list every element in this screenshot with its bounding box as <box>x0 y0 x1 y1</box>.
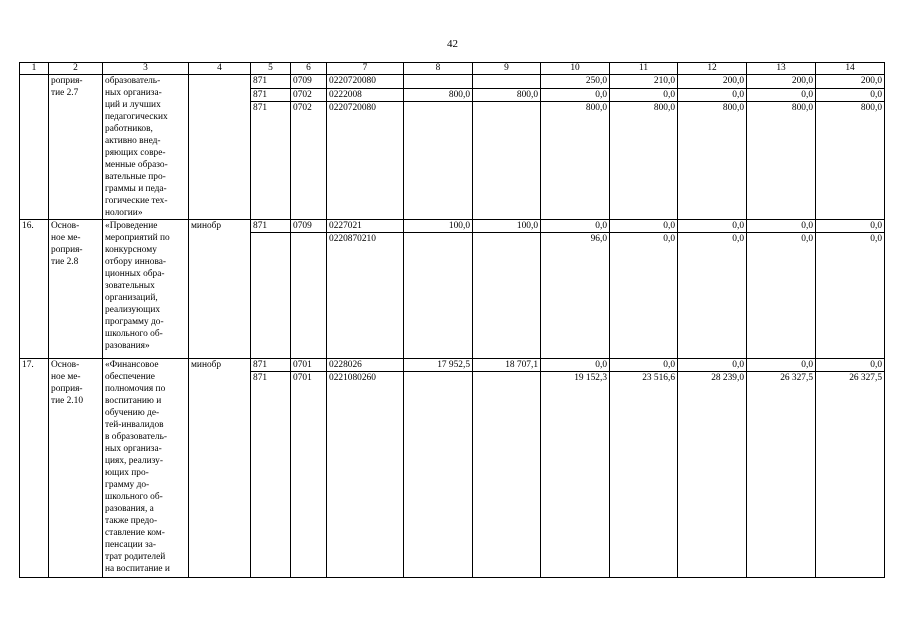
col-header: 1 <box>20 63 49 75</box>
amount-cell: 0,0 <box>816 233 885 359</box>
col-header: 11 <box>610 63 678 75</box>
amount-cell: 23 516,6 <box>610 372 678 578</box>
col-header: 13 <box>747 63 816 75</box>
target-code: 0220720080 <box>327 75 404 89</box>
amount-cell: 0,0 <box>747 88 816 102</box>
section-code <box>291 233 327 359</box>
budget-table <box>19 62 885 578</box>
col-header: 9 <box>473 63 541 75</box>
amount-cell: 19 152,3 <box>541 372 610 578</box>
header-row <box>20 63 885 75</box>
amount-cell: 800,0 <box>404 88 473 102</box>
amount-cell: 0,0 <box>678 233 747 359</box>
amount-cell: 100,0 <box>404 220 473 233</box>
executor: минобр <box>189 359 251 578</box>
target-code: 0222008 <box>327 88 404 102</box>
amount-cell: 250,0 <box>541 75 610 89</box>
grbs-code: 871 <box>251 88 291 102</box>
amount-cell: 0,0 <box>610 220 678 233</box>
col-header: 10 <box>541 63 610 75</box>
amount-cell: 18 707,1 <box>473 359 541 372</box>
amount-cell: 200,0 <box>816 75 885 89</box>
col-header: 2 <box>49 63 103 75</box>
amount-cell: 17 952,5 <box>404 359 473 372</box>
amount-cell: 800,0 <box>678 102 747 220</box>
amount-cell: 0,0 <box>816 220 885 233</box>
col-header: 7 <box>327 63 404 75</box>
amount-cell: 100,0 <box>473 220 541 233</box>
col-header: 4 <box>189 63 251 75</box>
col-header: 3 <box>103 63 189 75</box>
amount-cell <box>473 75 541 89</box>
col-header: 8 <box>404 63 473 75</box>
amount-cell: 0,0 <box>610 88 678 102</box>
amount-cell: 0,0 <box>747 233 816 359</box>
amount-cell: 0,0 <box>678 88 747 102</box>
amount-cell: 800,0 <box>473 88 541 102</box>
amount-cell: 800,0 <box>747 102 816 220</box>
amount-cell <box>404 102 473 220</box>
event-description: «Проведение мероприятий по конкурсному отбору иннова- ционных обра- зовательных организаций, реализующих программу до- школьного об- разования» <box>103 220 189 359</box>
grbs-code: 871 <box>251 372 291 578</box>
amount-cell: 96,0 <box>541 233 610 359</box>
target-code: 0228026 <box>327 359 404 372</box>
section-code: 0702 <box>291 102 327 220</box>
amount-cell <box>473 102 541 220</box>
target-code: 0220870210 <box>327 233 404 359</box>
amount-cell: 0,0 <box>610 233 678 359</box>
target-code: 0227021 <box>327 220 404 233</box>
amount-cell: 800,0 <box>541 102 610 220</box>
amount-cell <box>404 75 473 89</box>
amount-cell: 26 327,5 <box>747 372 816 578</box>
amount-cell: 0,0 <box>541 359 610 372</box>
col-header: 14 <box>816 63 885 75</box>
amount-cell: 200,0 <box>678 75 747 89</box>
amount-cell: 800,0 <box>816 102 885 220</box>
target-code: 0220720080 <box>327 102 404 220</box>
grbs-code: 871 <box>251 359 291 372</box>
grbs-code <box>251 233 291 359</box>
amount-cell <box>473 233 541 359</box>
row-number <box>20 75 49 220</box>
event-kind: Основ- ное ме- роприя- тие 2.10 <box>49 359 103 578</box>
table-row <box>20 359 885 372</box>
amount-cell: 0,0 <box>678 220 747 233</box>
section-code: 0701 <box>291 359 327 372</box>
amount-cell: 0,0 <box>541 220 610 233</box>
table-row <box>20 220 885 233</box>
amount-cell: 0,0 <box>610 359 678 372</box>
section-code: 0709 <box>291 75 327 89</box>
amount-cell: 200,0 <box>747 75 816 89</box>
grbs-code: 871 <box>251 75 291 89</box>
amount-cell: 28 239,0 <box>678 372 747 578</box>
executor <box>189 75 251 220</box>
amount-cell: 0,0 <box>816 88 885 102</box>
section-code: 0702 <box>291 88 327 102</box>
col-header: 6 <box>291 63 327 75</box>
table-row <box>20 75 885 89</box>
page-number: 42 <box>447 38 458 50</box>
col-header: 5 <box>251 63 291 75</box>
amount-cell: 0,0 <box>816 359 885 372</box>
event-description: образователь- ных организа- ций и лучших педагогических работников, активно внед- ряющих совре- менные образо- вательные про- граммы и педа- гогические тех- нологии» <box>103 75 189 220</box>
amount-cell: 0,0 <box>747 220 816 233</box>
event-kind: роприя- тие 2.7 <box>49 75 103 220</box>
grbs-code: 871 <box>251 102 291 220</box>
event-kind: Основ- ное ме- роприя- тие 2.8 <box>49 220 103 359</box>
row-number: 17. <box>20 359 49 578</box>
target-code: 0221080260 <box>327 372 404 578</box>
amount-cell: 0,0 <box>747 359 816 372</box>
amount-cell <box>473 372 541 578</box>
amount-cell: 26 327,5 <box>816 372 885 578</box>
col-header: 12 <box>678 63 747 75</box>
amount-cell: 800,0 <box>610 102 678 220</box>
grbs-code: 871 <box>251 220 291 233</box>
executor: минобр <box>189 220 251 359</box>
amount-cell: 210,0 <box>610 75 678 89</box>
amount-cell: 0,0 <box>541 88 610 102</box>
amount-cell <box>404 233 473 359</box>
section-code: 0701 <box>291 372 327 578</box>
amount-cell <box>404 372 473 578</box>
amount-cell: 0,0 <box>678 359 747 372</box>
section-code: 0709 <box>291 220 327 233</box>
row-number: 16. <box>20 220 49 359</box>
event-description: «Финансовое обеспечение полномочия по воспитанию и обучению де- тей-инвалидов в образователь- ных организа- циях, реализу- ющих про- грамму до- школьного об- разования, а также предо- ставление ком- пенсации за- трат родителей на воспитание и <box>103 359 189 578</box>
